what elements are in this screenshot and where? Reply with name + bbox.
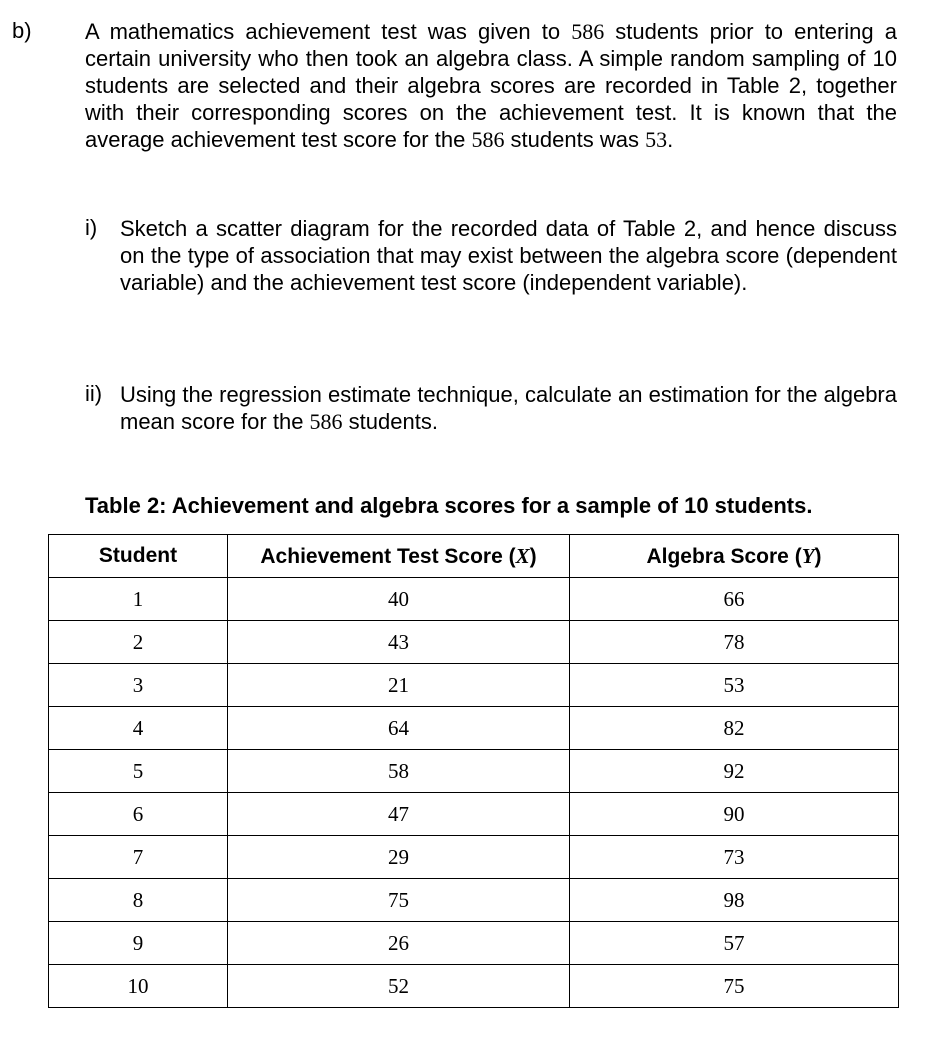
question-i-label: i): [85, 215, 98, 240]
header-algebra: Algebra Score (Y): [570, 535, 899, 578]
cell-student: 6: [49, 793, 228, 836]
cell-algebra: 78: [570, 621, 899, 664]
cell-algebra: 73: [570, 836, 899, 879]
table-row: [49, 922, 899, 965]
cell-achievement: 64: [228, 707, 570, 750]
cell-achievement: 75: [228, 879, 570, 922]
cell-achievement: 26: [228, 922, 570, 965]
table-row: [49, 664, 899, 707]
cell-algebra: 90: [570, 793, 899, 836]
cell-achievement: 52: [228, 965, 570, 1008]
cell-student: 7: [49, 836, 228, 879]
cell-student: 1: [49, 578, 228, 621]
header-student: Student: [49, 535, 228, 578]
cell-algebra: 82: [570, 707, 899, 750]
part-label: b): [12, 18, 32, 43]
cell-achievement: 40: [228, 578, 570, 621]
header-achievement: Achievement Test Score (X): [228, 535, 570, 578]
intro-paragraph: A mathematics achievement test was given to 586 students prior to entering a certain university who then took an algebra class. A simple random sampling of 10 students are selected and their algebra scores are recorded in Table 2, together with their corresponding scores on the achievement test. It is known that the average achievement test score for the 586 students was 53.: [85, 19, 897, 152]
cell-achievement: 47: [228, 793, 570, 836]
cell-student: 10: [49, 965, 228, 1008]
cell-algebra: 57: [570, 922, 899, 965]
question-ii-label: ii): [85, 381, 103, 406]
table-row: [49, 793, 899, 836]
cell-student: 4: [49, 707, 228, 750]
cell-student: 9: [49, 922, 228, 965]
cell-student: 2: [49, 621, 228, 664]
cell-algebra: 75: [570, 965, 899, 1008]
table-row: [49, 750, 899, 793]
question-ii-text: Using the regression estimate technique, calculate an estimation for the algebra mean score for the 586 students.: [120, 382, 897, 434]
cell-algebra: 98: [570, 879, 899, 922]
table-row: [49, 879, 899, 922]
cell-achievement: 43: [228, 621, 570, 664]
table-row: [49, 578, 899, 621]
question-i-text: Sketch a scatter diagram for the recorded data of Table 2, and hence discuss on the type of association that may exist between the algebra score (dependent variable) and the achievement test score (independent variable).: [120, 216, 897, 295]
cell-achievement: 58: [228, 750, 570, 793]
cell-student: 8: [49, 879, 228, 922]
table-header-row: [49, 535, 899, 578]
cell-achievement: 29: [228, 836, 570, 879]
table-row: [49, 621, 899, 664]
cell-student: 5: [49, 750, 228, 793]
cell-achievement: 21: [228, 664, 570, 707]
cell-student: 3: [49, 664, 228, 707]
cell-algebra: 53: [570, 664, 899, 707]
table-row: [49, 965, 899, 1008]
cell-algebra: 92: [570, 750, 899, 793]
table-row: [49, 707, 899, 750]
cell-algebra: 66: [570, 578, 899, 621]
table-row: [49, 836, 899, 879]
table-caption: Table 2: Achievement and algebra scores for a sample of 10 students.: [85, 493, 813, 518]
scores-table: [48, 534, 899, 1008]
